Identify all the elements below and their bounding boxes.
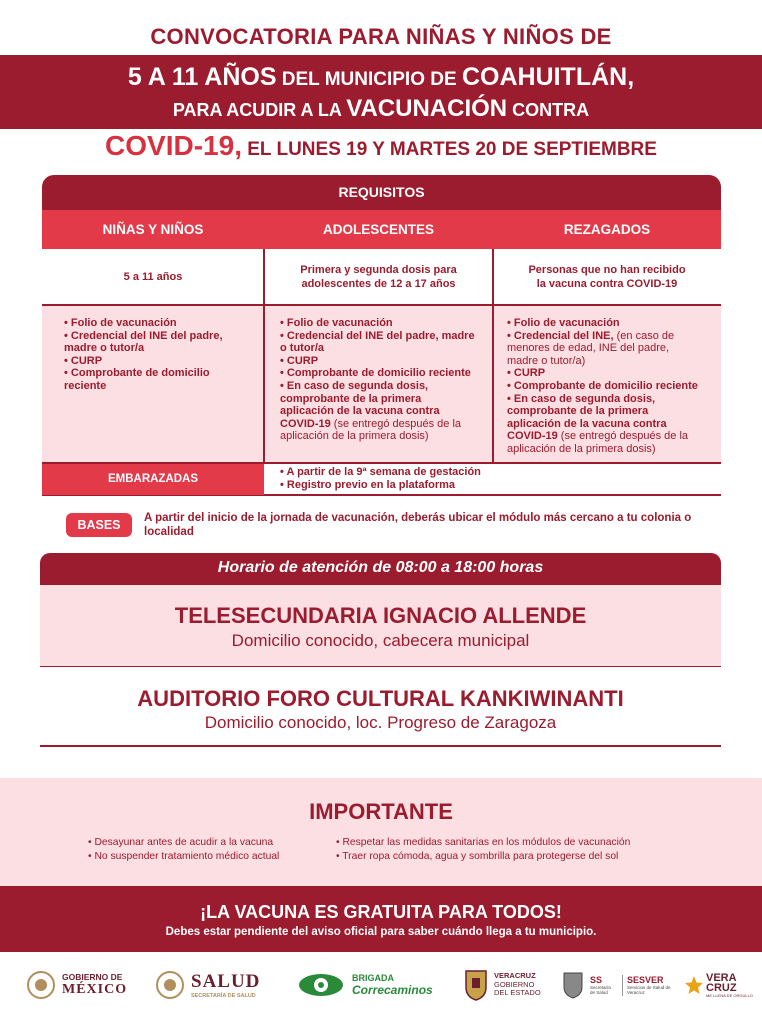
logo-veracruz-orgullo: VERA CRUZ ME LLENA DE ORGULLO [684, 965, 753, 1005]
age-cell-adolescentes: Primera y segunda dosis para adolescentes de 12 a 17 años [264, 249, 493, 305]
bases-text: A partir del inicio de la jornada de vacunación, deberás ubicar el módulo más cercano a tu colonia o localidad [144, 512, 692, 538]
table-divider [42, 304, 721, 306]
age-range-highlight: 5 A 11 AÑOS [127, 63, 277, 91]
list-item: • Comprobante de domicilio reciente [64, 367, 210, 392]
municipality-highlight: COAHUITLÁN, [461, 63, 635, 91]
list-item: • En caso de segunda dosis, comprobante de la primera aplicación de la vacuna contra COVID-19 (se entregó después de la aplicación de la primera dosis) [280, 379, 462, 443]
list-item: • CURP [280, 354, 319, 367]
column-header-rezagados: REZAGADOS [493, 210, 721, 249]
list-item: • Credencial del INE del padre, madre o tutor/a [64, 329, 223, 355]
table-divider [263, 249, 265, 463]
shield-icon [464, 969, 488, 1001]
bases-badge: BASES [66, 513, 132, 537]
roadrunner-icon [296, 970, 346, 1000]
logo-gobierno-mexico: GOBIERNO DE MÉXICO [26, 965, 127, 1005]
list-item: • CURP [507, 367, 546, 380]
header-title-line4: COVID-19, EL LUNES 19 Y MARTES 20 DE SEPTIEMBRE [105, 130, 657, 161]
list-item: • Desayunar antes de acudir a la vacuna [88, 837, 274, 848]
requirements-adolescentes [264, 305, 493, 462]
list-item: • Credencial del INE, (en caso de menores de edad, INE del padre, madre o tutor/a) [507, 329, 675, 367]
importante-title: IMPORTANTE [309, 799, 453, 824]
list-item: • Credencial del INE del padre, madre o tutor/a [280, 329, 475, 355]
requisitos-title: REQUISITOS [42, 175, 721, 210]
coat-of-arms-icon [26, 968, 56, 1002]
venue-address: Domicilio conocido, cabecera municipal [231, 631, 530, 650]
coat-of-arms-icon [155, 968, 185, 1002]
logo-ss-sesver: SS Secretaría de Salud SESVER Servicios de Salud de Veracruz [562, 965, 675, 1005]
venue-address: Domicilio conocido, loc. Progreso de Zaragoza [204, 713, 557, 732]
header-title-line3: PARA ACUDIR A LA VACUNACIÓN CONTRA [172, 95, 590, 122]
list-item: • Folio de vacunación [64, 317, 177, 329]
logo-brigada-correcaminos: BRIGADA Correcaminos [296, 965, 433, 1005]
venue-card-1 [40, 585, 721, 667]
free-vaccine-title: ¡LA VACUNA ES GRATUITA PARA TODOS! [200, 902, 562, 922]
importante-section [0, 778, 762, 886]
list-item: • En caso de segunda dosis, comprobante de la primera aplicación de la vacuna contra COVID-19 (se entregó después de la aplicación de la primera dosis) [507, 392, 689, 455]
age-cell-ninos: 5 a 11 años [42, 249, 264, 305]
logo-veracruz-gobierno: VERACRUZ GOBIERNO DEL ESTADO [464, 965, 541, 1005]
embarazadas-requirements [280, 466, 481, 491]
list-item: • Traer ropa cómoda, agua y sombrilla para protegerse del sol [336, 851, 619, 862]
list-item: • Folio de vacunación [507, 317, 620, 329]
column-header-adolescentes: ADOLESCENTES [264, 210, 493, 249]
header-title-line1: CONVOCATORIA PARA NIÑAS Y NIÑOS DE [150, 24, 612, 49]
star-icon [684, 975, 704, 995]
list-item: • Comprobante de domicilio reciente [280, 367, 471, 380]
list-item: • Respetar las medidas sanitarias en los módulos de vacunación [336, 837, 631, 848]
schedule-banner: Horario de atención de 08:00 a 18:00 horas [40, 553, 721, 585]
free-vaccine-banner [0, 886, 762, 952]
table-divider [492, 249, 494, 463]
venue-name: TELESECUNDARIA IGNACIO ALLENDE [174, 603, 587, 628]
venue-divider [40, 745, 721, 747]
age-cell-rezagados: Personas que no han recibido la vacuna contra COVID-19 [493, 249, 721, 305]
header-band [0, 55, 762, 129]
embarazadas-label: EMBARAZADAS [42, 464, 264, 495]
free-vaccine-subtitle: Debes estar pendiente del aviso oficial para saber cuándo llega a tu municipio. [165, 926, 597, 938]
list-item: • Folio de vacunación [280, 317, 393, 329]
venue-name: AUDITORIO FORO CULTURAL KANKIWINANTI [137, 686, 624, 711]
list-item: • Comprobante de domicilio reciente [507, 379, 698, 392]
shield-icon [562, 971, 584, 999]
header-title-line2: 5 A 11 AÑOS DEL MUNICIPIO DE COAHUITLÁN, [127, 63, 635, 91]
list-item: • A partir de la 9ª semana de gestación [280, 466, 481, 478]
logo-salud: SALUD SECRETARÍA DE SALUD [155, 965, 260, 1005]
list-item: • CURP [64, 354, 103, 367]
requirements-ninos [42, 305, 264, 462]
column-header-ninos: NIÑAS Y NIÑOS [42, 210, 264, 249]
list-item: • Registro previo en la plataforma [280, 478, 456, 491]
list-item: • No suspender tratamiento médico actual [88, 851, 280, 862]
requirements-rezagados [493, 305, 721, 462]
